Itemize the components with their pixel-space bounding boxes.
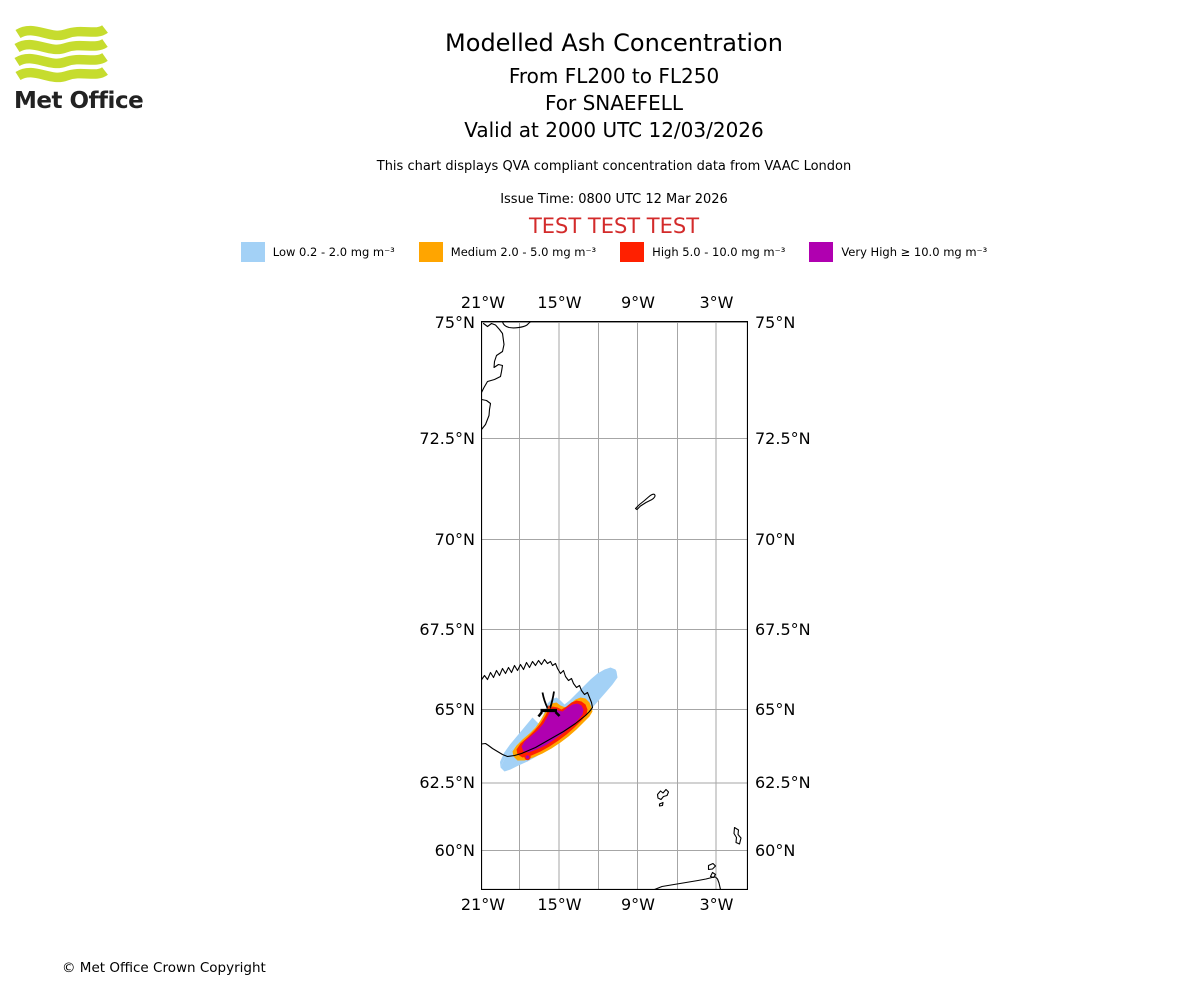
lat-tick-left-75n: 75°N bbox=[434, 313, 475, 332]
lat-tick-right-72-5n: 72.5°N bbox=[755, 429, 811, 448]
test-banner: TEST TEST TEST bbox=[528, 214, 700, 238]
lon-tick-top-3w: 3°W bbox=[699, 293, 734, 312]
lat-tick-right-62-5n: 62.5°N bbox=[755, 773, 811, 792]
legend-item-high bbox=[620, 242, 785, 262]
lat-tick-left-67-5n: 67.5°N bbox=[419, 620, 475, 639]
legend-swatch-high bbox=[620, 242, 644, 262]
graticule-grid-lines bbox=[481, 321, 748, 890]
title-valid-time: Valid at 2000 UTC 12/03/2026 bbox=[464, 118, 764, 142]
lat-tick-right-75n: 75°N bbox=[755, 313, 796, 332]
legend-label-medium: Medium 2.0 - 5.0 mg m⁻³ bbox=[450, 245, 597, 259]
lon-tick-top-15w: 15°W bbox=[537, 293, 582, 312]
coastline-greenland-2 bbox=[482, 400, 491, 430]
coastline-greenland-1 bbox=[482, 324, 505, 393]
legend-swatch-very-high bbox=[809, 242, 833, 262]
page-title: Modelled Ash Concentration bbox=[445, 29, 783, 57]
qva-note: This chart displays QVA compliant concentration data from VAAC London bbox=[376, 159, 852, 174]
map-frame bbox=[482, 322, 748, 890]
title-flight-levels: From FL200 to FL250 bbox=[508, 64, 720, 88]
coastline-orkney bbox=[709, 864, 716, 878]
lon-tick-bottom-15w: 15°W bbox=[537, 895, 582, 914]
lat-tick-right-60n: 60°N bbox=[755, 841, 796, 860]
lat-tick-left-60n: 60°N bbox=[434, 841, 475, 860]
issue-time: Issue Time: 0800 UTC 12 Mar 2026 bbox=[500, 192, 728, 207]
coastline-shetland bbox=[734, 828, 741, 845]
map-panel bbox=[481, 321, 748, 890]
legend-item-low bbox=[241, 242, 395, 262]
copyright: © Met Office Crown Copyright bbox=[62, 960, 266, 976]
legend-swatch-medium bbox=[419, 242, 443, 262]
legend-item-very-high bbox=[809, 242, 987, 262]
lon-tick-top-21w: 21°W bbox=[460, 293, 506, 312]
lat-tick-right-67-5n: 67.5°N bbox=[755, 620, 811, 639]
title-volcano: For SNAEFELL bbox=[544, 91, 683, 115]
legend-label-high: High 5.0 - 10.0 mg m⁻³ bbox=[652, 245, 786, 259]
lat-tick-right-65n: 65°N bbox=[755, 700, 796, 719]
legend-label-very-high: Very High ≥ 10.0 mg m⁻³ bbox=[841, 245, 988, 259]
ash-very-high-spot bbox=[526, 755, 530, 759]
lat-tick-left-65n: 65°N bbox=[434, 700, 475, 719]
lon-tick-bottom-9w: 9°W bbox=[621, 895, 655, 914]
coastline-faroe bbox=[658, 790, 669, 807]
coastline-scotland bbox=[655, 877, 721, 890]
lon-tick-top-9w: 9°W bbox=[621, 293, 655, 312]
legend-swatch-low bbox=[241, 242, 265, 262]
lon-tick-bottom-3w: 3°W bbox=[699, 895, 734, 914]
lat-tick-left-70n: 70°N bbox=[434, 530, 475, 549]
logo-wordmark: Met Office bbox=[14, 88, 144, 114]
coastline-jan-mayen bbox=[636, 494, 656, 509]
legend-item-medium bbox=[419, 242, 596, 262]
legend bbox=[28, 242, 1200, 262]
lat-tick-right-70n: 70°N bbox=[755, 530, 796, 549]
lat-tick-left-72-5n: 72.5°N bbox=[419, 429, 475, 448]
lat-tick-left-62-5n: 62.5°N bbox=[419, 773, 475, 792]
legend-label-low: Low 0.2 - 2.0 mg m⁻³ bbox=[272, 245, 395, 259]
lon-tick-bottom-21w: 21°W bbox=[460, 895, 506, 914]
